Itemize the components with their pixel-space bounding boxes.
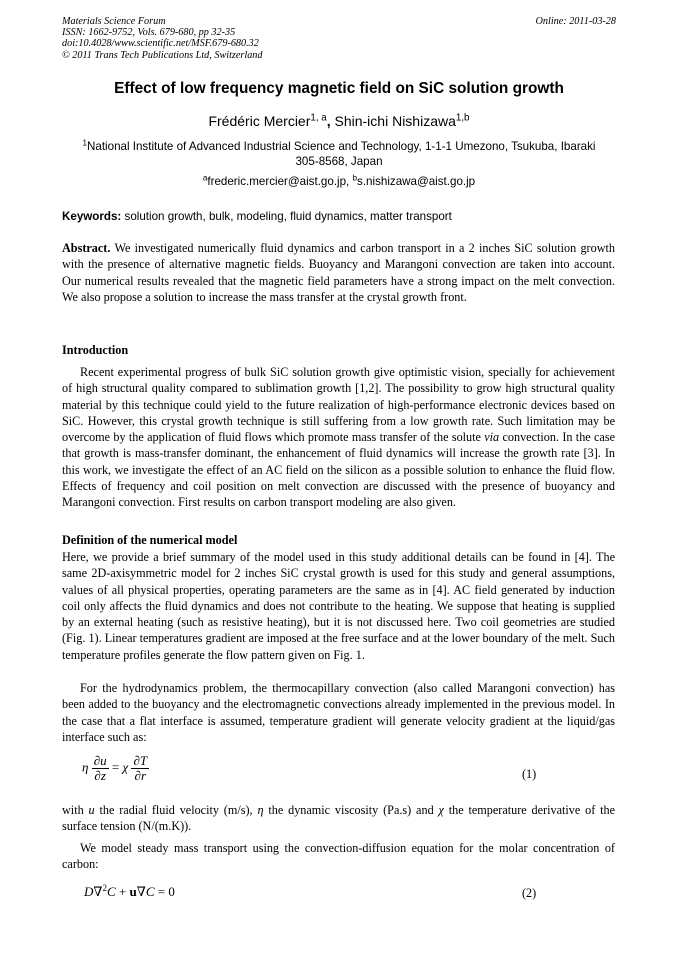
eq2-square: 2 <box>102 883 108 893</box>
model-paragraph-3 <box>62 802 615 835</box>
affiliation-text: National Institute of Advanced Industrial Science and Technology, 1-1-1 Umezono, Tsukuba, Ibaraki 305-8568, Japan <box>87 140 596 168</box>
author-2-affil: 1,b <box>455 112 470 124</box>
intro-text-b: convection. In the case that growth is mass-transfer dominant, the enhancement of fluid dynamics will increase the growth rate [3]. In this work, we investigate the effect of an AC field on the silicon as a possible solution to enhance the fluid flow. Effects of frequency and coil position on melt convection are discussed with the presence of buoyancy and Marangoni convection. First results on carbon transport modeling are also given. <box>62 430 615 510</box>
eq2-nabla2: ∇ <box>93 884 103 899</box>
copyright-line: © 2011 Trans Tech Publications Ltd, Switzerland <box>62 49 263 61</box>
eq1-eta: η <box>82 759 89 775</box>
keywords-label: Keywords: <box>62 210 122 223</box>
model-paragraph-1: Here, we provide a brief summary of the model used in this study additional details can be found in [4]. The same 2D-axisymmetric model for 2 inches SiC crystal growth is used for this study and general assumptions, values of all physical properties, operating parameters are the same as in [4]. AC field generated by induction coil only affects the fluid dynamics and does not contribute to the heating. We suppose that heating is supplied by an external heating (such as resistive heating), but it is not discussed here. Two coil geometries are studied (Fig. 1). Linear temperatures gradient are imposed at the free surface and at the lower boundary of the melt. Such temperature profiles generate the flow pattern given on Fig. 1. <box>62 550 615 662</box>
p3-text-a: with <box>62 803 84 817</box>
intro-text-a: Recent experimental progress of bulk SiC solution growth give optimistic vision, specially for achievement of high structural quality compared to sublimation growth [1,2]. The possibility to grow high structural quality material by this technique could yield to the future realization of high-performance electronic devices based on SiC. However, this crystal growth technique is still suffering from a low growth rate. Such limitation may be overcome by the application of fluid flows which promote mass transfer of the solute <box>62 365 615 445</box>
eq1-den-right: ∂r <box>134 768 147 783</box>
email-a[interactable]: frederic.mercier@aist.go.jp, <box>207 175 350 188</box>
model-paragraph-2: For the hydrodynamics problem, the thermocapillary convection (also called Marangoni convection) has been added to the buoyancy and the electromagnetic convections already implemented in the previous model. In the case that a flat interface is assumed, temperature gradient will generate velocity gradient at the liquid/gas interface such as: <box>62 681 615 744</box>
abstract-label: Abstract. <box>62 241 111 255</box>
eq2-C1: C <box>107 884 116 899</box>
paper-title: Effect of low frequency magnetic field on SiC solution growth <box>114 80 564 97</box>
eq1-equals: = <box>111 759 120 775</box>
p3-var-eta: η <box>257 803 264 817</box>
author-line <box>62 113 616 129</box>
p3-var-u: u <box>88 803 95 817</box>
online-date: Online: 2011-03-28 <box>535 16 616 27</box>
equation-2 <box>84 884 175 900</box>
eq1-num-right: ∂T <box>133 753 148 768</box>
eq1-fraction-left <box>92 754 109 783</box>
p3-text-c: the dynamic viscosity (Pa.s) and <box>268 803 434 817</box>
introduction-paragraph <box>62 364 615 511</box>
email-line <box>62 175 616 188</box>
eq1-fraction-right <box>131 754 149 783</box>
p3-text-b: the radial fluid velocity (m/s), <box>99 803 253 817</box>
equation-1-number: (1) <box>522 767 537 781</box>
affiliation <box>74 139 604 169</box>
abstract <box>62 240 615 305</box>
author-1: Frédéric Mercier <box>208 113 311 129</box>
equation-2-number: (2) <box>522 886 537 900</box>
abstract-text: We investigated numerically fluid dynamics and carbon transport in a 2 inches SiC solution growth with the presence of alternative magnetic fields. Buoyancy and Marangoni convection are taken into account. Our numerical results revealed that the magnetic field parameters have a strong impact on the melt convection. We also propose a solution to increase the mass transfer at the crystal growth front. <box>62 241 615 304</box>
email-b-marker: b <box>352 173 358 183</box>
eq2-D: D <box>84 884 94 899</box>
model-paragraph-4: We model steady mass transport using the convection-diffusion equation for the molar concentration of carbon: <box>62 841 615 872</box>
p3-var-chi: χ <box>438 803 444 817</box>
author-separator: , <box>326 113 331 129</box>
eq2-C2: C <box>145 884 155 899</box>
keywords-text: solution growth, bulk, modeling, fluid dynamics, matter transport <box>124 210 452 223</box>
equation-1 <box>82 754 149 783</box>
email-b[interactable]: s.nishizawa@aist.go.jp <box>357 175 476 188</box>
email-a-marker: a <box>202 173 208 183</box>
issn-line: ISSN: 1662-9752, Vols. 679-680, pp 32-35 <box>62 27 236 39</box>
journal-header <box>62 16 616 61</box>
introduction-heading: Introduction <box>62 343 129 357</box>
author-1-affil: 1, a <box>310 112 327 124</box>
keywords <box>62 210 616 223</box>
p3-text-d: the temperature derivative of the surface tension (N/(m.K)). <box>62 803 616 834</box>
author-2: Shin-ichi Nishizawa <box>334 113 456 129</box>
eq1-den-left: ∂z <box>94 768 106 783</box>
eq2-equals-zero: = 0 <box>157 884 175 899</box>
eq2-plus: + <box>118 884 127 899</box>
doi-line: doi:10.4028/www.scientific.net/MSF.679-680.32 <box>62 38 259 50</box>
eq1-num-left: ∂u <box>93 753 107 768</box>
model-heading: Definition of the numerical model <box>62 533 238 547</box>
journal-name: Materials Science Forum <box>62 16 166 27</box>
affiliation-marker: 1 <box>82 138 87 148</box>
eq2-nabla: ∇ <box>136 884 146 899</box>
intro-via: via <box>484 430 500 445</box>
eq2-u: u <box>129 884 137 899</box>
eq1-chi: χ <box>122 759 129 775</box>
